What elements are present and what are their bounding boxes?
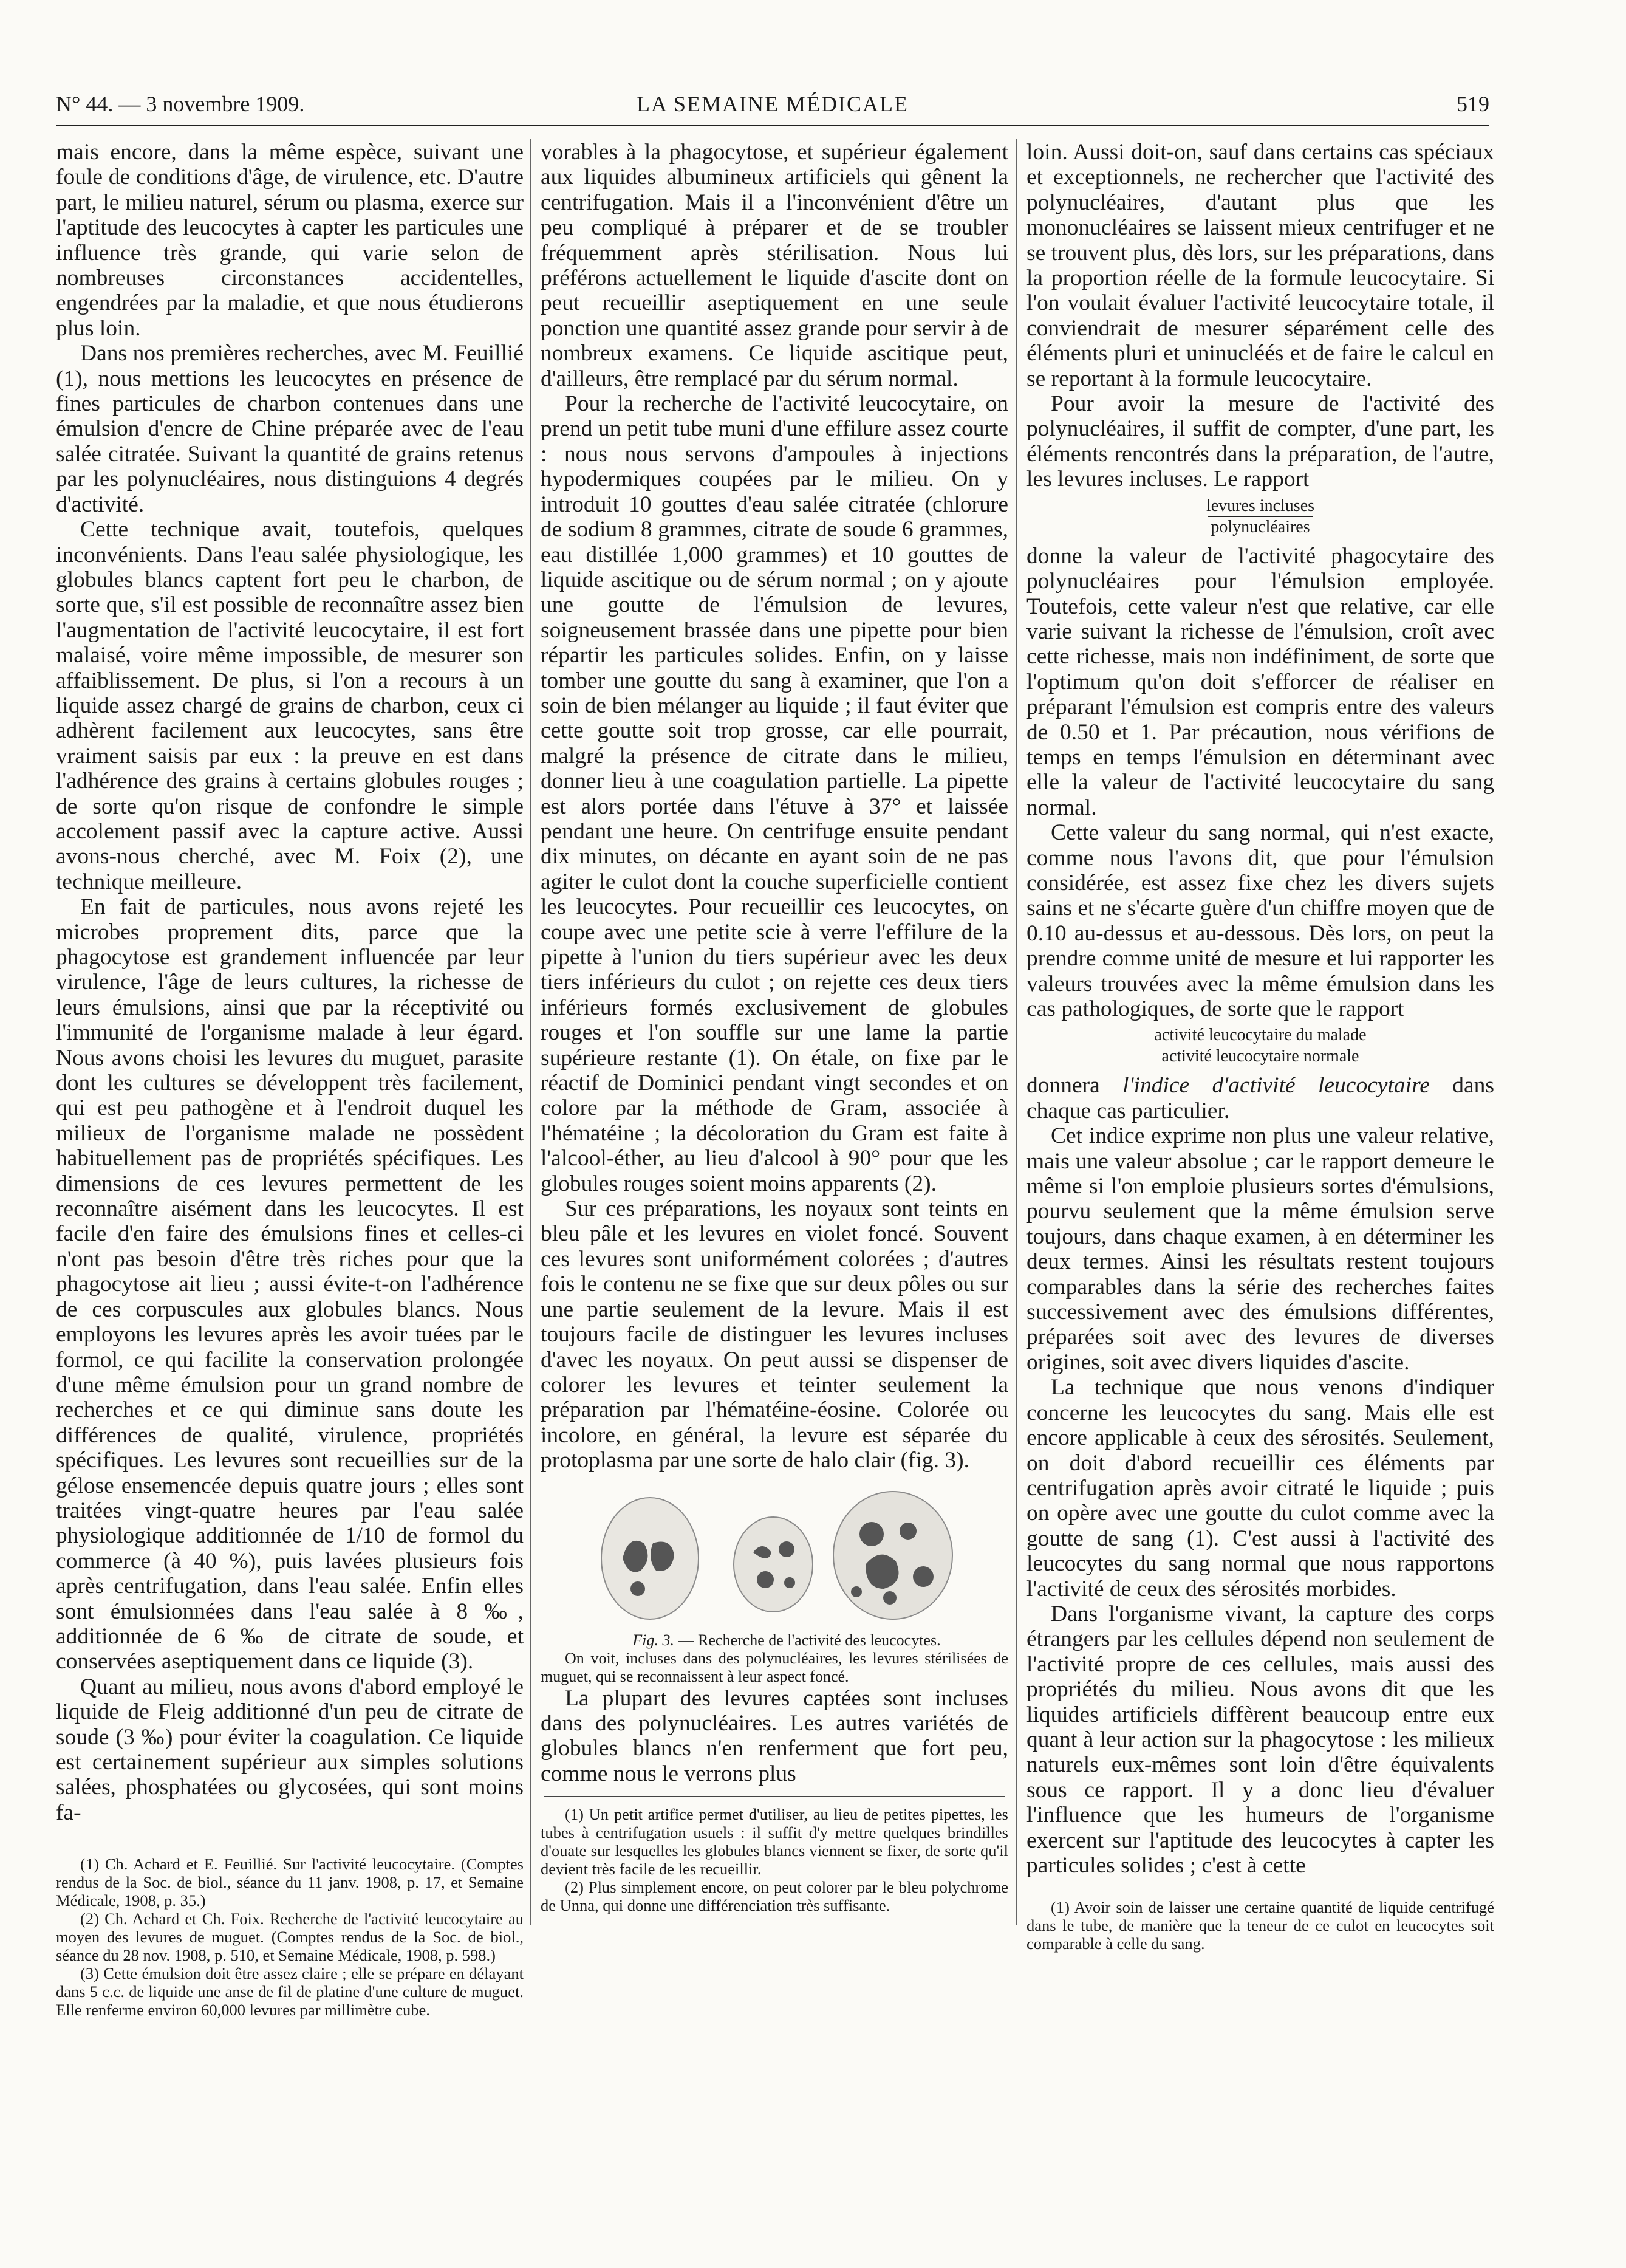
paragraph: Quant au milieu, nous avons d'abord employé le liquide de Fleig additionné d'un peu de citrate de soude (3 ‰) pour éviter la coagulation. Ce liquide est certainement supérieur aux simples solutions salées, phosphatées ou glycosées, qui sont moins fa- (56, 1674, 524, 1825)
column-divider-2 (1016, 139, 1017, 1925)
journal-title: LA SEMAINE MÉDICALE (637, 92, 909, 116)
paragraph: Cette valeur du sang normal, qui n'est exacte, comme nous l'avons dit, que pour l'émulsion considérée, est assez fixe chez les divers sujets sains et ne s'écarte guère d'un chiffre moyen que de 0.10 au-dessus et au-dessous. Dès lors, on peut la prendre comme unité de mesure et lui rapporter les valeurs trouvées avec la même émulsion dans les cas pathologiques, de sorte que le rapport (1026, 820, 1494, 1021)
fraction-numerator: levures incluses (1206, 496, 1315, 515)
paragraph (1026, 1073, 1494, 1123)
column-3 (1026, 140, 1494, 1953)
column-1 (56, 140, 524, 2019)
paragraph: vorables à la phagocytose, et supérieur également aux liquides albumineux artificiels qui gênent la centrifugation. Mais il a l'inconvénient d'être un peu compliqué à préparer et de se troubler fréquemment après stérilisation. Nous lui préférons actuellement le liquide d'ascite dont on peut recueillir aseptiquement en une seule ponction une quantité assez grande pour servir à de nombreux examens. Ce liquide ascitique peut, d'ailleurs, être remplacé par du sérum normal. (541, 140, 1008, 391)
paragraph: Cet indice exprime non plus une valeur relative, mais une valeur absolue ; car le rapport demeure le même si l'on emploie plusieurs sortes d'émulsions, pourvu seulement que la même émulsion serve toujours, dans chaque examen, à en déterminer les deux termes. Ainsi les résultats restent toujours comparables dans la série des recherches faites successivement avec des émulsions différentes, préparées soit avec des levures de diverses origines, soit avec divers liquides d'ascite. (1026, 1123, 1494, 1375)
paragraph: Dans nos premières recherches, avec M. Feuillié (1), nous mettions les leucocytes en présence de fines particules de charbon contenues dans une émulsion d'encre de Chine préparée avec de l'eau salée citratée. Suivant la quantité de grains retenus par les polynucléaires, nous distinguions 4 degrés d'activité. (56, 341, 524, 517)
figure-caption (541, 1631, 1008, 1650)
paragraph: loin. Aussi doit-on, sauf dans certains cas spéciaux et exceptionnels, ne rechercher que l'activité des polynucléaires, d'autant plus que les mononucléaires se laissent mieux centrifuger et ne se trouvent plus, dès lors, sur les préparations, dans la proportion réelle de la formule leucocytaire. Si l'on voulait évaluer l'activité leucocytaire totale, il conviendrait de mesurer séparément celle des éléments pluri et uninucléés et de faire le calcul en se reportant à la formule leucocytaire. (1026, 140, 1494, 391)
footnote: (1) Ch. Achard et E. Feuillié. Sur l'activité leucocytaire. (Comptes rendus de la Soc. de biol., séance du 11 janv. 1908, p. 17, et Semaine Médicale, 1908, p. 35.) (56, 1855, 524, 1910)
footnote: (2) Ch. Achard et Ch. Foix. Recherche de l'activité leucocytaire au moyen des levures de muguet. (Comptes rendus de la Soc. de biol., séance du 28 nov. 1908, p. 510, et Semaine Médicale, 1908, p. 598.) (56, 1910, 524, 1965)
paragraph: En fait de particules, nous avons rejeté les microbes proprement dits, parce que la phagocytose est grandement influencée par leur virulence, l'âge de leurs cultures, la richesse de leurs émulsions, ainsi que par la réceptivité ou l'immunité de l'organisme malade à leur égard. Nous avons choisi les levures du muguet, parasite dont les cultures se développent très facilement, qui est peu pathogène et à l'endroit duquel les milieux de l'organisme malade ne possèdent habituellement pas de propriétés spécifiques. Les dimensions de ces levures permettent de les reconnaître aisément dans les leucocytes. Il est facile d'en faire des émulsions fines et celles-ci n'ont pas besoin d'être très riches pour que la phagocytose ait lieu ; aussi évite-t-on l'adhérence de ces corpuscules aux globules blancs. Nous employons les levures après les avoir tuées par le formol, ce qui facilite la conservation prolongée d'une même émulsion pour un grand nombre de recherches et ce qui diminue sans doute les différences de qualité, virulence, propriétés spécifiques. Les levures sont recueillies sur de la gélose ensemencée depuis quatre jours ; elles sont traitées vingt-quatre heures par l'eau salée physiologique additionnée de 1/10 de formol du commerce (à 40 %), puis lavées plusieurs fois après centrifugation, dans l'eau salée. Enfin elles sont émulsionnées dans l'eau salée à 8 ‰, additionnée de 6 ‰ de citrate de soude, et conservées aseptiquement dans ce liquide (3). (56, 894, 524, 1674)
running-header (56, 85, 1489, 122)
paragraph: Cette technique avait, toutefois, quelques inconvénients. Dans l'eau salée physiologique, les globules blancs captent fort peu le charbon, de sorte que, s'il est possible de reconnaître assez bien l'augmentation de l'activité leucocytaire, il est fort malaisé, voire même impossible, de mesurer son affaiblissement. De plus, si l'on a recours à un liquide assez chargé de grains de charbon, ceux ci adhèrent facilement aux leucocytes, sans être vraiment saisis par eux : la preuve en est dans l'adhérence des grains à certains globules rouges ; de sorte qu'on risque de confondre le simple accolement passif avec la capture active. Aussi avons-nous cherché, avec M. Foix (2), une technique meilleure. (56, 517, 524, 894)
footnote: (1) Un petit artifice permet d'utiliser, au lieu de petites pipettes, les tubes à centrifugation usuels : il suffit d'y mettre quelques brindilles d'ouate sur lesquelles les globules blancs viennent se fixer, de sorte qu'il devient très facile de les recueillir. (541, 1805, 1008, 1879)
header-rule (56, 125, 1489, 126)
paragraph: Sur ces préparations, les noyaux sont teints en bleu pâle et les levures en violet foncé. Souvent ces levures sont uniformément colorées ; d'autres fois le contenu ne se fixe que sur deux pôles ou sur une partie seulement de la levure. Mais il est toujours facile de distinguer les levures incluses d'avec les noyaux. On peut aussi se dispenser de colorer les levures et teinter seulement la préparation par l'hématéine-éosine. Colorée ou incolore, en général, la levure est séparée du protoplasma par une sorte de halo clair (fig. 3). (541, 1196, 1008, 1473)
fraction-denominator: activité leucocytaire normale (1160, 1046, 1362, 1067)
ratio-activite-leucocytaire (1026, 1025, 1494, 1067)
text-run: donnera (1026, 1073, 1123, 1098)
page-number: 519 (1457, 92, 1489, 116)
paragraph: Pour avoir la mesure de l'activité des polynucléaires, il suffit de compter, d'une part, les éléments rencontrés dans la préparation, de l'autre, les levures incluses. Le rapport (1026, 391, 1494, 492)
fraction-denominator: polynucléaires (1208, 516, 1312, 538)
figure-3 (541, 1485, 1008, 1686)
issue-date: N° 44. — 3 novembre 1909. (56, 92, 305, 116)
paragraph: donne la valeur de l'activité phagocytaire des polynucléaires pour l'émulsion employée. Toutefois, cette valeur n'est que relative, car elle varie suivant la richesse de l'émulsion, croît avec cette richesse, mais non indéfiniment, de sorte que l'optimum qu'on doit s'efforcer de réaliser en préparant l'émulsion est compris entre des valeurs de 0.50 et 1. Par précaution, nous vérifions de temps en temps l'émulsion en déterminant avec elle la valeur de l'activité leucocytaire du sang normal. (1026, 543, 1494, 820)
footnote: (3) Cette émulsion doit être assez claire ; elle se prépare en délayant dans 5 c.c. de liquide une anse de fil de platine d'une culture de muguet. Elle renferme environ 60,000 levures par millimètre cube. (56, 1964, 524, 2020)
figure-title: — Recherche de l'activité des leucocytes. (678, 1631, 941, 1649)
paragraph: La plupart des levures captées sont incluses dans des polynucléaires. Les autres variétés de globules blancs n'en renferment que fort peu, comme nous le verrons plus (541, 1685, 1008, 1786)
text-run: dans chaque cas particulier. (1026, 1073, 1494, 1123)
emphasis: l'indice d'activité leucocytaire (1122, 1073, 1430, 1098)
paragraph: Dans l'organisme vivant, la capture des corps étrangers par les cellules dépend non seulement de l'activité propre de ces cellules, mais aussi des propriétés du milieu. Nous avons dit que les liquides artificiels diffèrent beaucoup entre eux quant à leur action sur la phagocytose : les milieux naturels eux-mêmes sont loin d'être équivalents sous ce rapport. Il y a donc lieu d'évaluer l'influence que les humeurs de l'organisme exercent sur l'aptitude des leucocytes à capter les particules solides ; c'est à cette (1026, 1601, 1494, 1878)
ratio-levures-polynucleaires (1026, 496, 1494, 538)
figure-caption-body: On voit, incluses dans des polynucléaires, les levures stérilisées de muguet, qui se reconnaissent à leur aspect foncé. (541, 1649, 1008, 1685)
paragraph: La technique que nous venons d'indiquer concerne les leucocytes du sang. Mais elle est encore applicable à ceux des sérosités. Seulement, on doit d'abord recueillir ces éléments par centrifugation après avoir citraté le liquide ; puis on opère avec une goutte du culot comme avec la goutte de sang (1). C'est aussi à l'activité des leucocytes du sang normal que nous rapportons l'activité de ceux des sérosités morbides. (1026, 1375, 1494, 1602)
footnote: (2) Plus simplement encore, on peut colorer par le bleu polychrome de Unna, qui donne une différenciation très suffisante. (541, 1878, 1008, 1915)
leucocyte-illustration (580, 1485, 969, 1631)
column-2 (541, 140, 1008, 1914)
paragraph: mais encore, dans la même espèce, suivant une foule de conditions d'âge, de virulence, etc. D'autre part, le milieu naturel, sérum ou plasma, exerce sur l'aptitude des leucocytes à capter les particules une influence très grande, qui varie selon de nombreuses circonstances accidentelles, engendrées par la maladie, et que nous étudierons plus loin. (56, 140, 524, 341)
fraction-numerator: activité leucocytaire du malade (1154, 1026, 1367, 1045)
column-divider-1 (530, 139, 531, 1925)
footnote: (1) Avoir soin de laisser une certaine quantité de liquide centrifugé dans le tube, de manière que la teneur de ce culot en leucocytes soit comparable à celle du sang. (1026, 1898, 1494, 1953)
figure-label: Fig. 3. (632, 1631, 675, 1649)
paragraph: Pour la recherche de l'activité leucocytaire, on prend un petit tube muni d'une effilure assez courte : nous nous servons d'ampoules à injections hypodermiques coupées par le milieu. On y introduit 10 gouttes d'eau salée citratée (chlorure de sodium 8 grammes, citrate de soude 6 grammes, eau distillée 1,000 grammes) et 10 gouttes de liquide ascitique ou de sérum normal ; on y ajoute une goutte de l'émulsion de levures, soigneusement brassée dans une pipette pour bien répartir les particules solides. Enfin, on y laisse tomber une goutte du sang à examiner, que l'on a soin de bien mélanger au liquide ; il faut éviter que cette goutte soit trop grosse, car elle pourrait, malgré la présence de citrate dans le milieu, donner lieu à une coagulation partielle. La pipette est alors portée dans l'étuve à 37° et laissée pendant une heure. On centrifuge ensuite pendant dix minutes, on décante en ayant soin de ne pas agiter le culot dont la couche superficielle contient les leucocytes. Pour recueillir ces leucocytes, on coupe avec une petite scie à verre l'effilure de la pipette à l'union du tiers supérieur avec les deux tiers inférieurs du culot ; on rejette ces deux tiers inférieurs formés exclusivement de globules rouges et l'on souffle sur une lame la partie supérieure restante (1). On étale, on fixe par le réactif de Dominici pendant vingt secondes et on colore par la méthode de Gram, associée à l'hématéine ; la décoloration du Gram est faite à l'alcool-éther, au lieu d'alcool à 90° pour que les globules rouges soient moins apparents (2). (541, 391, 1008, 1196)
